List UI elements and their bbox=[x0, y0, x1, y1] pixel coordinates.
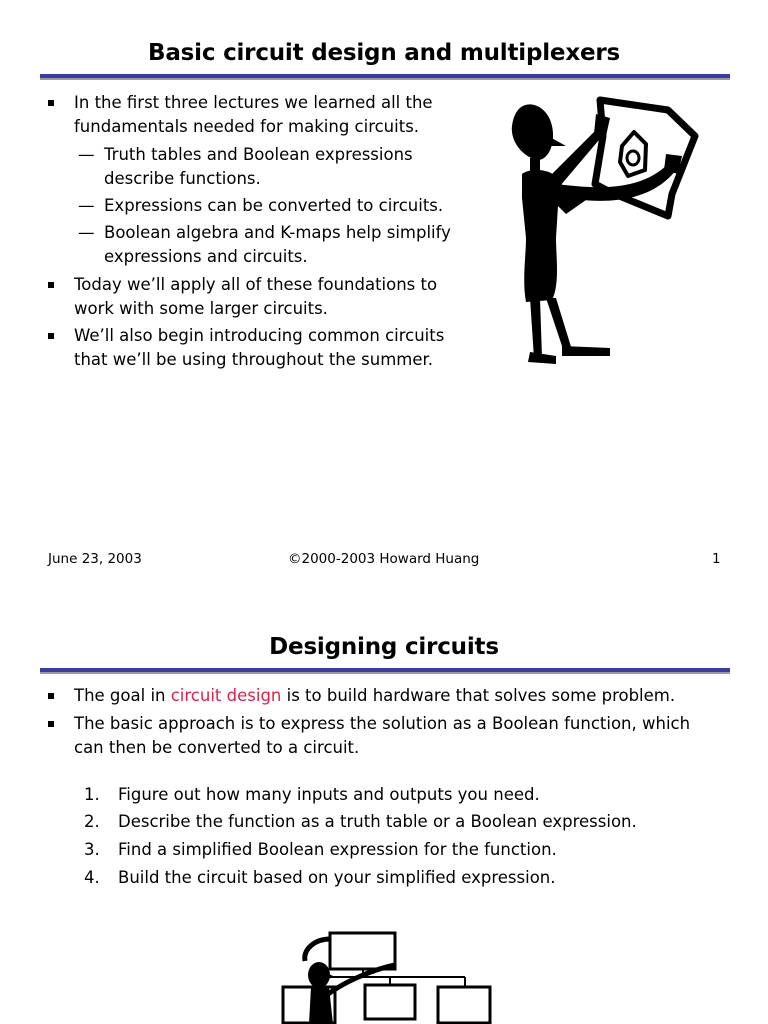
bullet-text-line: that we’ll be using throughout the summer. bbox=[74, 350, 434, 369]
slide-2-title: Designing circuits bbox=[269, 634, 499, 660]
sub-bullet-text-line: Truth tables and Boolean expressions bbox=[104, 145, 413, 164]
title-rule bbox=[40, 668, 730, 674]
dash-marker: — bbox=[78, 196, 95, 215]
bullet-marker bbox=[48, 100, 54, 106]
bullet-text-line: The basic approach is to express the solution as a Boolean function, which bbox=[74, 714, 691, 733]
step-number: 3. bbox=[84, 840, 100, 859]
bullet-text-line bbox=[74, 684, 675, 708]
sub-bullet-text-line: Expressions can be converted to circuits. bbox=[104, 196, 444, 215]
dash-marker: — bbox=[78, 223, 95, 242]
sub-bullet-text-line: expressions and circuits. bbox=[104, 247, 308, 266]
step-text: Describe the function as a truth table or a Boolean expression. bbox=[118, 812, 637, 831]
bullet-text-line: Today we’ll apply all of these foundations to bbox=[74, 275, 438, 294]
bullet-marker bbox=[48, 282, 54, 288]
step-number: 4. bbox=[84, 868, 100, 887]
bullet-text-line: We’ll also begin introducing common circuits bbox=[74, 326, 445, 345]
stick-figure-holding-sign-illustration bbox=[500, 88, 710, 373]
step-number: 2. bbox=[84, 812, 100, 831]
step-text: Figure out how many inputs and outputs you need. bbox=[118, 785, 540, 804]
dash-marker: — bbox=[78, 145, 95, 164]
step-text: Find a simplified Boolean expression for the function. bbox=[118, 840, 557, 859]
step-number: 1. bbox=[84, 785, 100, 804]
slide-1-title: Basic circuit design and multiplexers bbox=[148, 40, 620, 66]
bullet-text-before: The goal in bbox=[74, 686, 171, 705]
sub-bullet-text-line: describe functions. bbox=[104, 169, 261, 188]
bullet-text-line: In the first three lectures we learned all the bbox=[74, 93, 433, 112]
bullet-text-line: work with some larger circuits. bbox=[74, 299, 328, 318]
bullet-text-line: fundamentals needed for making circuits. bbox=[74, 117, 420, 136]
sub-bullet-text-line: Boolean algebra and K-maps help simplify bbox=[104, 223, 451, 242]
title-rule bbox=[40, 74, 730, 80]
footer-page-number: 1 bbox=[712, 551, 721, 567]
step-text: Build the circuit based on your simplified expression. bbox=[118, 868, 556, 887]
bullet-marker bbox=[48, 693, 54, 699]
bullet-marker bbox=[48, 721, 54, 727]
bullet-marker bbox=[48, 333, 54, 339]
highlight-term-circuit-design: circuit design bbox=[170, 686, 282, 705]
footer-copyright: ©2000-2003 Howard Huang bbox=[288, 551, 480, 567]
footer-date: June 23, 2003 bbox=[48, 551, 142, 567]
bullet-text-line: can then be converted to a circuit. bbox=[74, 738, 360, 757]
bullet-text-after: is to build hardware that solves some problem. bbox=[281, 686, 676, 705]
stick-figure-holding-boxes-illustration bbox=[275, 925, 500, 1024]
